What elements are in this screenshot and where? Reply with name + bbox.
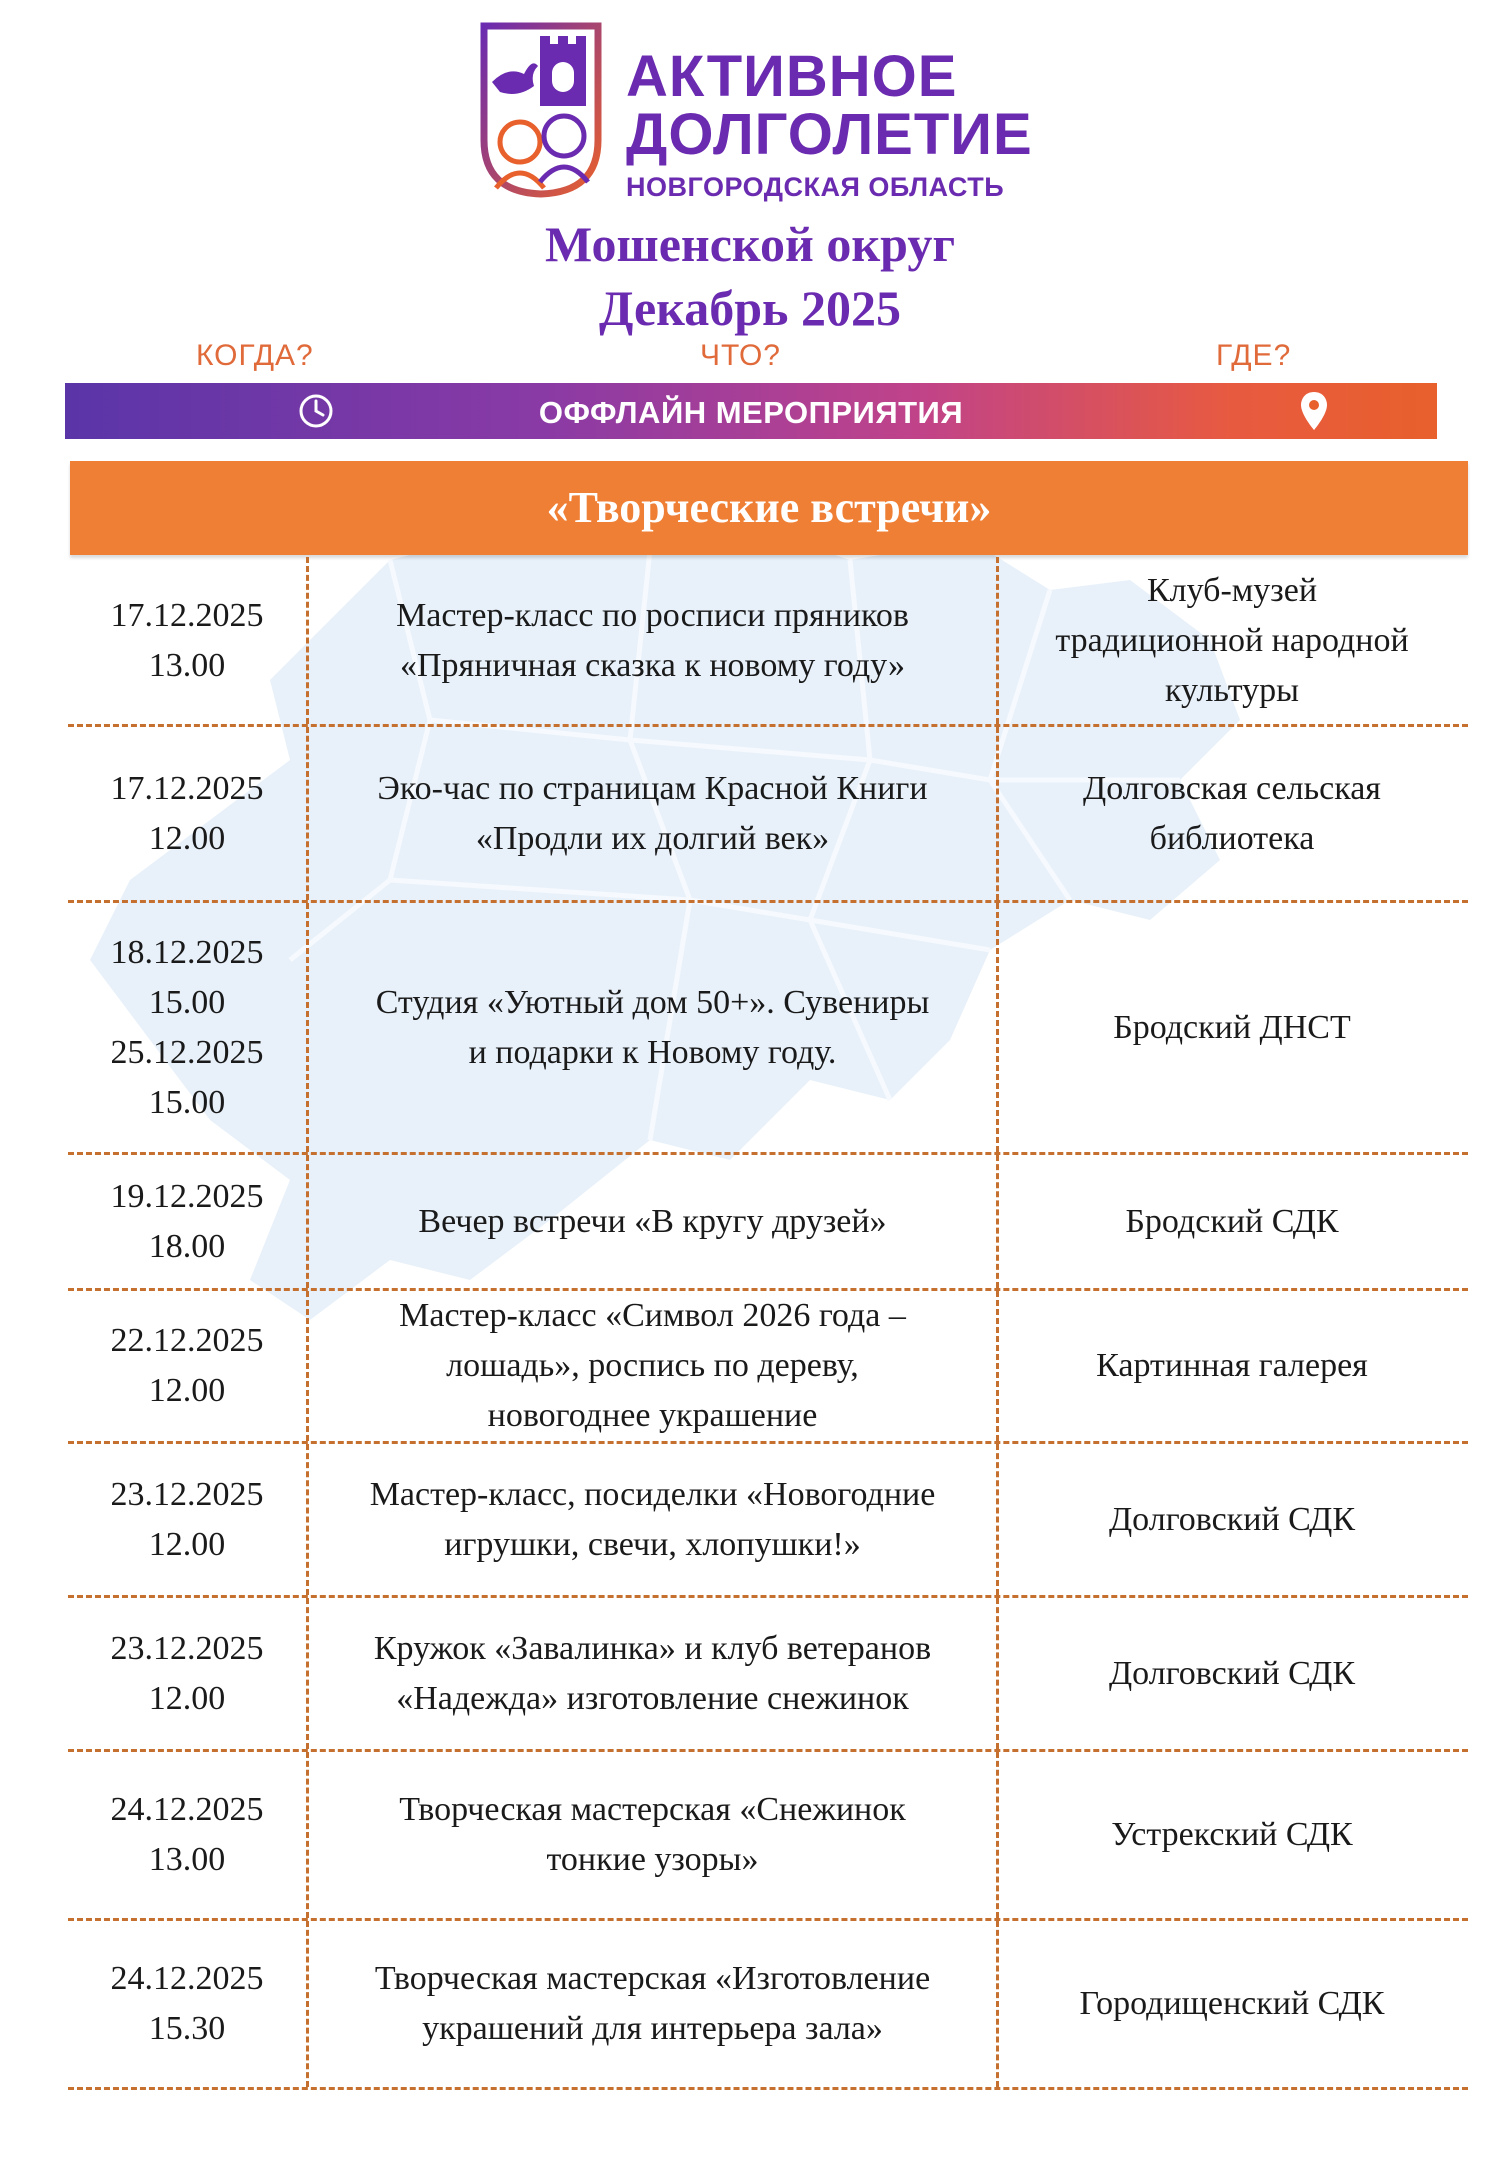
active-longevity-emblem-icon: [478, 22, 604, 198]
event-date-line: 13.00: [148, 646, 226, 684]
event-date-cell: [68, 1752, 309, 1918]
event-place-line: традиционной народной: [1055, 621, 1409, 659]
event-title-line: Эко-час по страницам Красной Книги: [377, 769, 928, 807]
section-header: [70, 461, 1468, 555]
event-place-line: Устрекский СДК: [1111, 1816, 1353, 1853]
table-row: [68, 1444, 1468, 1598]
table-row: [68, 1752, 1468, 1921]
event-title-line: новогоднее украшение: [487, 1397, 818, 1434]
event-date-line: 15.00: [148, 1083, 226, 1121]
page-title: Мошенской округ: [544, 216, 956, 272]
event-place-cell: [999, 1752, 1465, 1918]
logo-line-3: НОВГОРОДСКАЯ ОБЛАСТЬ: [626, 172, 1005, 202]
event-title-cell: [309, 1155, 999, 1288]
event-title-line: Мастер-класс «Символ 2026 года –: [399, 1297, 906, 1334]
event-title-line: «Продли их долгий век»: [475, 819, 830, 857]
event-date-line: 12.00: [148, 1372, 226, 1409]
event-place-line: Долговский СДК: [1108, 1500, 1356, 1538]
section-title: «Творческие встречи»: [546, 483, 992, 532]
event-date-line: 18.00: [148, 1227, 226, 1265]
event-place-cell: [999, 1444, 1465, 1595]
event-place-line: библиотека: [1149, 819, 1315, 857]
event-date-line: 25.12.2025: [110, 1033, 264, 1071]
event-title-line: лошадь», роспись по дереву,: [446, 1347, 859, 1384]
event-title-line: Творческая мастерская «Изготовление: [374, 1960, 931, 1997]
event-place-line: Клуб-музей: [1146, 571, 1318, 609]
event-title-cell: [309, 1444, 999, 1595]
where-label: ГДЕ?: [1216, 339, 1292, 372]
table-row: [68, 1291, 1468, 1444]
event-place-line: Бродский ДНСТ: [1113, 1008, 1351, 1046]
location-pin-icon: [1299, 390, 1329, 432]
event-date-line: 12.00: [148, 1679, 226, 1717]
event-place-line: Долговский СДК: [1108, 1654, 1356, 1692]
event-title-cell: [309, 1921, 999, 2087]
table-row: [68, 1155, 1468, 1291]
logo: [478, 22, 1038, 204]
event-place-cell: [999, 1921, 1465, 2087]
event-place-cell: [999, 903, 1465, 1152]
event-date-line: 18.12.2025: [110, 933, 264, 971]
event-place-cell: [999, 1598, 1465, 1749]
event-title-cell: [309, 557, 999, 724]
event-date-cell: [68, 903, 309, 1152]
table-row: [68, 1921, 1468, 2090]
event-title-line: Вечер встречи «В кругу друзей»: [418, 1202, 887, 1240]
banner-text: ОФФЛАЙН МЕРОПРИЯТИЯ: [538, 395, 964, 430]
events-table: [68, 557, 1468, 2090]
event-date-line: 23.12.2025: [110, 1475, 264, 1513]
event-title-line: «Пряничная сказка к новому году»: [400, 646, 905, 684]
event-date-line: 17.12.2025: [110, 596, 264, 634]
event-place-line: Долговская сельская: [1083, 769, 1381, 807]
logo-line-1: АКТИВНОЕ: [626, 44, 958, 109]
event-place-cell: [999, 557, 1465, 724]
offline-events-banner: [65, 383, 1437, 439]
event-date-cell: [68, 557, 309, 724]
event-date-cell: [68, 1598, 309, 1749]
event-place-cell: [999, 1155, 1465, 1288]
event-date-cell: [68, 1155, 309, 1288]
when-label: КОГДА?: [196, 339, 314, 372]
event-place-cell: [999, 727, 1465, 900]
event-date-cell: [68, 1291, 309, 1441]
event-title-line: Студия «Уютный дом 50+». Сувениры: [375, 983, 930, 1021]
event-title-line: тонкие узоры»: [546, 1841, 759, 1878]
event-title-cell: [309, 1598, 999, 1749]
event-date-line: 15.00: [148, 983, 226, 1021]
event-title-cell: [309, 1752, 999, 1918]
table-row: [68, 727, 1468, 903]
event-title-line: и подарки к Новому году.: [468, 1033, 837, 1071]
event-title-line: украшений для интерьера зала»: [422, 2010, 883, 2047]
event-title-line: игрушки, свечи, хлопушки!»: [444, 1525, 861, 1563]
event-date-line: 17.12.2025: [110, 769, 264, 807]
event-title-cell: [309, 1291, 999, 1441]
event-date-line: 23.12.2025: [110, 1629, 264, 1667]
page-subtitle: Декабрь 2025: [598, 280, 901, 336]
table-row: [68, 557, 1468, 727]
event-title-line: Мастер-класс по росписи пряников: [396, 596, 909, 634]
table-row: [68, 1598, 1468, 1752]
event-place-cell: [999, 1291, 1465, 1441]
event-place-line: Картинная галерея: [1096, 1347, 1368, 1384]
event-title-line: Кружок «Завалинка» и клуб ветеранов: [373, 1629, 932, 1667]
logo-line-2: ДОЛГОЛЕТИЕ: [626, 102, 1033, 167]
event-date-cell: [68, 1921, 309, 2087]
what-label: ЧТО?: [700, 339, 781, 372]
event-date-line: 19.12.2025: [110, 1177, 264, 1215]
event-date-line: 15.30: [148, 2010, 226, 2047]
event-date-line: 24.12.2025: [110, 1960, 264, 1997]
event-date-cell: [68, 727, 309, 900]
event-date-line: 12.00: [148, 819, 226, 857]
event-place-line: культуры: [1165, 671, 1299, 709]
event-title-cell: [309, 903, 999, 1152]
table-row: [68, 903, 1468, 1155]
event-date-line: 13.00: [148, 1841, 226, 1878]
event-date-line: 12.00: [148, 1525, 226, 1563]
event-title-line: Мастер-класс, посиделки «Новогодние: [369, 1475, 936, 1513]
event-place-line: Бродский СДК: [1125, 1202, 1339, 1240]
event-title-line: «Надежда» изготовление снежинок: [396, 1679, 909, 1717]
event-title-line: Творческая мастерская «Снежинок: [399, 1791, 906, 1828]
event-date-line: 24.12.2025: [110, 1791, 264, 1828]
event-date-line: 22.12.2025: [110, 1322, 264, 1359]
event-title-cell: [309, 727, 999, 900]
event-place-line: Городищенский СДК: [1079, 1985, 1385, 2022]
event-date-cell: [68, 1444, 309, 1595]
